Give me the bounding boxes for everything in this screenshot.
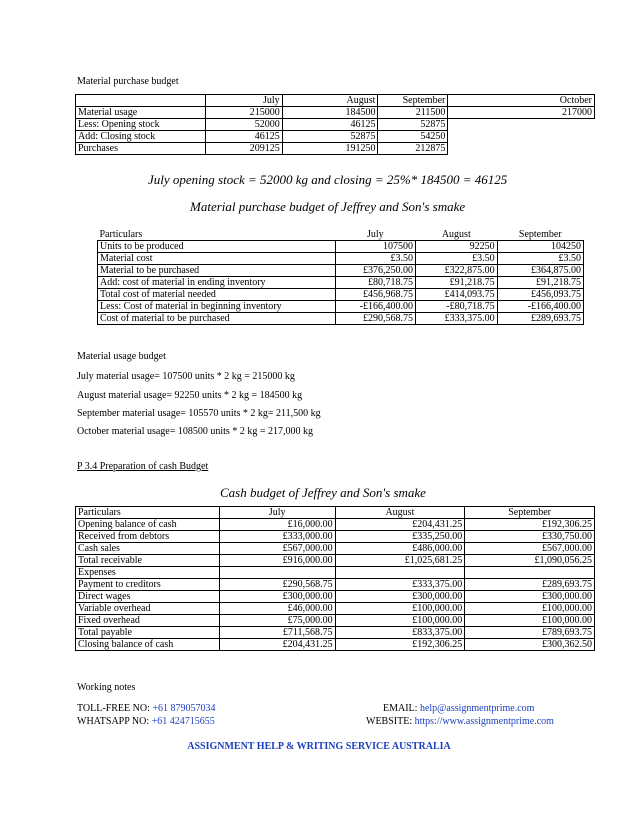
table-row — [98, 313, 584, 325]
header-cell: Particulars — [76, 507, 220, 519]
value-cell: £80,718.75 — [335, 277, 415, 289]
cash-title: Cash budget of Jeffrey and Son's smake — [220, 485, 426, 500]
row-label-cell: Add: cost of material in ending inventory — [98, 277, 336, 289]
value-cell: £100,000.00 — [335, 603, 465, 615]
row-label-cell: Material cost — [98, 253, 336, 265]
header-cell: September — [378, 95, 448, 107]
row-label-cell: Received from debtors — [76, 531, 220, 543]
row-label-cell: Fixed overhead — [76, 615, 220, 627]
value-cell: £567,000.00 — [219, 543, 335, 555]
row-label-cell: Direct wages — [76, 591, 220, 603]
table-row — [76, 567, 595, 579]
value-cell: £192,306.25 — [335, 639, 465, 651]
value-cell: £333,375.00 — [335, 579, 465, 591]
header-cell: July — [205, 95, 282, 107]
value-cell: £322,875.00 — [415, 265, 497, 277]
value-cell: £3.50 — [415, 253, 497, 265]
header-cell: Particulars — [99, 229, 143, 240]
table-row — [98, 241, 584, 253]
table-row — [76, 531, 595, 543]
value-cell: £567,000.00 — [465, 543, 595, 555]
value-cell: £300,362.50 — [465, 639, 595, 651]
opening-stock-note: July opening stock = 52000 kg and closing = 25%* 184500 = 46125 — [148, 172, 508, 187]
value-cell — [335, 567, 465, 579]
header-cell: August — [335, 507, 465, 519]
tollfree-number[interactable]: +61 879057034 — [152, 703, 216, 714]
usage-title: Material usage budget — [77, 351, 166, 362]
email-label: EMAIL: — [383, 703, 420, 714]
value-cell: £414,093.75 — [415, 289, 497, 301]
budget1-title: Material purchase budget — [77, 76, 179, 87]
value-cell: 104250 — [497, 241, 583, 253]
row-label-cell: Opening balance of cash — [76, 519, 220, 531]
row-label-cell: Cost of material to be purchased — [98, 313, 336, 325]
value-cell: £300,000.00 — [335, 591, 465, 603]
value-cell — [448, 143, 595, 155]
value-cell: 46125 — [282, 119, 378, 131]
usage-line: October material usage= 108500 units * 2 kg = 217,000 kg — [77, 426, 313, 437]
value-cell: £204,431.25 — [219, 639, 335, 651]
email — [383, 703, 534, 714]
website-link[interactable]: https://www.assignmentprime.com — [414, 716, 554, 727]
row-label-cell: Total cost of material needed — [98, 289, 336, 301]
whatsapp-number[interactable]: +61 424715655 — [151, 716, 215, 727]
table-row — [76, 131, 595, 143]
table-row — [98, 277, 584, 289]
row-label-cell: Units to be produced — [98, 241, 336, 253]
table-header-row — [76, 95, 595, 107]
value-cell: £333,375.00 — [415, 313, 497, 325]
table-row — [76, 627, 595, 639]
table-row — [76, 519, 595, 531]
website — [366, 716, 554, 727]
brand-footer: ASSIGNMENT HELP & WRITING SERVICE AUSTRALIA — [187, 741, 451, 752]
usage-line: August material usage= 92250 units * 2 kg = 184500 kg — [77, 390, 303, 401]
row-label-cell: Less: Opening stock — [76, 119, 206, 131]
table-row — [98, 301, 584, 313]
value-cell: £289,693.75 — [465, 579, 595, 591]
working-notes: Working notes — [77, 682, 136, 693]
value-cell — [448, 131, 595, 143]
table-row — [76, 603, 595, 615]
value-cell: 92250 — [415, 241, 497, 253]
table-row — [76, 107, 595, 119]
value-cell: £1,090,056.25 — [465, 555, 595, 567]
value-cell: £100,000.00 — [465, 603, 595, 615]
value-cell: £289,693.75 — [497, 313, 583, 325]
row-label-cell: Total payable — [76, 627, 220, 639]
value-cell: £290,568.75 — [219, 579, 335, 591]
row-label-cell: Cash sales — [76, 543, 220, 555]
value-cell: £486,000.00 — [335, 543, 465, 555]
header-cell: October — [448, 95, 595, 107]
value-cell: £3.50 — [335, 253, 415, 265]
row-label-cell: Purchases — [76, 143, 206, 155]
table-row — [76, 615, 595, 627]
value-cell: 209125 — [205, 143, 282, 155]
usage-line: September material usage= 105570 units * 2 kg= 211,500 kg — [77, 408, 321, 419]
table-row — [76, 579, 595, 591]
header-cell: July — [366, 229, 384, 240]
value-cell: £192,306.25 — [465, 519, 595, 531]
value-cell: £333,000.00 — [219, 531, 335, 543]
header-cell: July — [219, 507, 335, 519]
value-cell: £300,000.00 — [465, 591, 595, 603]
value-cell: £204,431.25 — [335, 519, 465, 531]
tollfree — [77, 703, 216, 714]
usage-line: July material usage= 107500 units * 2 kg = 215000 kg — [77, 371, 295, 382]
row-label-cell: Material usage — [76, 107, 206, 119]
value-cell: £789,693.75 — [465, 627, 595, 639]
value-cell: £330,750.00 — [465, 531, 595, 543]
value-cell: £711,568.75 — [219, 627, 335, 639]
value-cell: £456,093.75 — [497, 289, 583, 301]
value-cell: £290,568.75 — [335, 313, 415, 325]
whatsapp-label: WHATSAPP NO: — [77, 716, 152, 727]
header-cell: August — [441, 229, 471, 240]
value-cell: £364,875.00 — [497, 265, 583, 277]
table-row — [76, 543, 595, 555]
header-cell: September — [465, 507, 595, 519]
value-cell: £376,250.00 — [335, 265, 415, 277]
row-label-cell: Payment to creditors — [76, 579, 220, 591]
tollfree-label: TOLL-FREE NO: — [77, 703, 153, 714]
table-row — [76, 119, 595, 131]
header-cell: August — [282, 95, 378, 107]
value-cell: £46,000.00 — [219, 603, 335, 615]
row-label-cell: Add: Closing stock — [76, 131, 206, 143]
table-row — [76, 555, 595, 567]
whatsapp — [77, 716, 215, 727]
value-cell: £456,968.75 — [335, 289, 415, 301]
table-row — [98, 265, 584, 277]
value-cell: 184500 — [282, 107, 378, 119]
value-cell: 107500 — [335, 241, 415, 253]
value-cell: £3.50 — [497, 253, 583, 265]
budget2-title: Material purchase budget of Jeffrey and Son's smake — [190, 199, 466, 214]
value-cell: 52875 — [282, 131, 378, 143]
value-cell: 52000 — [205, 119, 282, 131]
value-cell: 54250 — [378, 131, 448, 143]
row-label-cell: Expenses — [76, 567, 220, 579]
value-cell: 46125 — [205, 131, 282, 143]
table-header-row — [76, 507, 595, 519]
header-cell: September — [518, 229, 562, 240]
cash-budget-table — [75, 506, 595, 651]
value-cell: £16,000.00 — [219, 519, 335, 531]
value-cell: £100,000.00 — [335, 615, 465, 627]
material-purchase-table — [75, 94, 595, 155]
row-label-cell: Material to be purchased — [98, 265, 336, 277]
website-label: WEBSITE: — [366, 716, 415, 727]
value-cell: £916,000.00 — [219, 555, 335, 567]
value-cell: £75,000.00 — [219, 615, 335, 627]
value-cell: -£166,400.00 — [335, 301, 415, 313]
row-label-cell: Total receivable — [76, 555, 220, 567]
table-row — [76, 639, 595, 651]
material-purchase-budget-table — [97, 229, 584, 325]
row-label-cell: Closing balance of cash — [76, 639, 220, 651]
value-cell: 211500 — [378, 107, 448, 119]
row-label-cell: Less: Cost of material in beginning inventory — [98, 301, 336, 313]
email-link[interactable]: help@assignmentprime.com — [419, 703, 535, 714]
value-cell: £335,250.00 — [335, 531, 465, 543]
value-cell: £100,000.00 — [465, 615, 595, 627]
table-row — [98, 253, 584, 265]
value-cell — [448, 119, 595, 131]
value-cell: -£166,400.00 — [497, 301, 583, 313]
value-cell: £833,375.00 — [335, 627, 465, 639]
value-cell: -£80,718.75 — [415, 301, 497, 313]
value-cell: 52875 — [378, 119, 448, 131]
value-cell — [465, 567, 595, 579]
table-header-row — [98, 229, 584, 241]
value-cell: 191250 — [282, 143, 378, 155]
table-row — [76, 143, 595, 155]
value-cell — [219, 567, 335, 579]
value-cell: £300,000.00 — [219, 591, 335, 603]
value-cell: 212875 — [378, 143, 448, 155]
table-row — [98, 289, 584, 301]
value-cell: 217000 — [448, 107, 595, 119]
section-heading: P 3.4 Preparation of cash Budget — [77, 461, 209, 472]
value-cell: 215000 — [205, 107, 282, 119]
value-cell: £91,218.75 — [497, 277, 583, 289]
value-cell: £1,025,681.25 — [335, 555, 465, 567]
value-cell: £91,218.75 — [415, 277, 497, 289]
header-cell — [76, 95, 206, 107]
row-label-cell: Variable overhead — [76, 603, 220, 615]
table-row — [76, 591, 595, 603]
